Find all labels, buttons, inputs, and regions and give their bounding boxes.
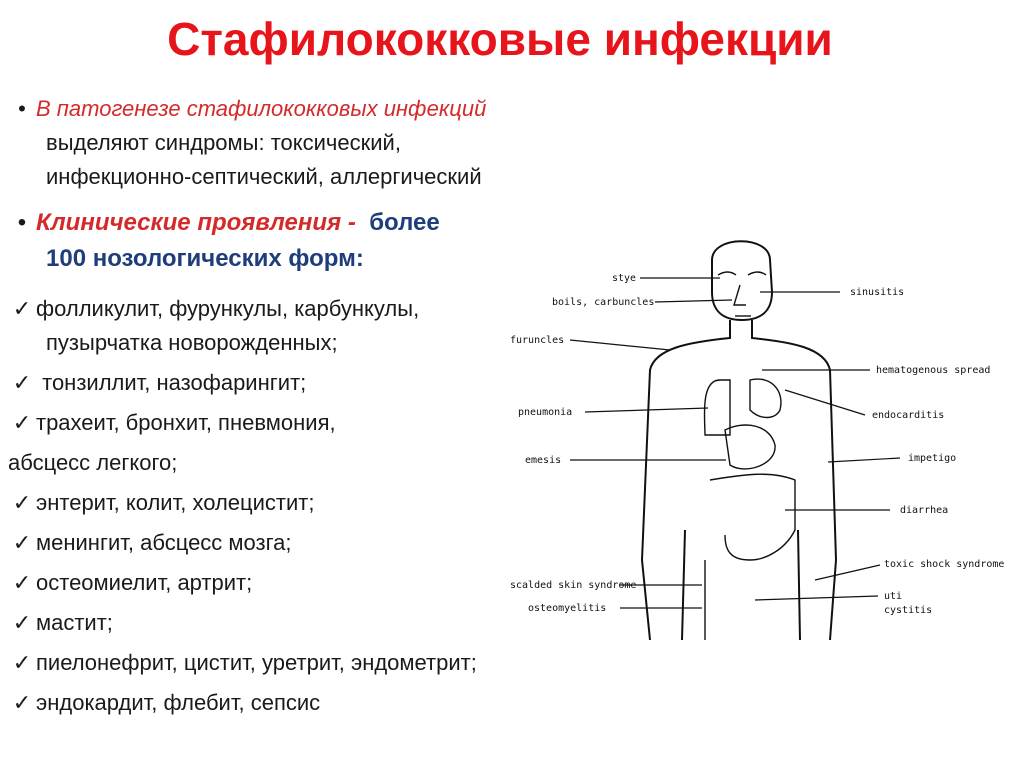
clinical-more: более	[369, 209, 440, 236]
bullet-pathogenesis-line2: выделяют синдромы: токсический,	[46, 130, 401, 155]
bullet-clinical-line1	[8, 208, 440, 238]
lung-left	[704, 380, 730, 435]
label-emesis: emesis	[525, 455, 562, 466]
label-osteomyelitis: osteomyelitis	[528, 603, 607, 614]
bullet-pathogenesis-line1	[8, 94, 486, 124]
label-impetigo: impetigo	[908, 453, 957, 464]
label-sinusitis: sinusitis	[850, 287, 905, 298]
label-furuncles: furuncles	[510, 335, 565, 346]
checkmark-icon: ✓	[12, 296, 32, 321]
label-cystitis: cystitis	[884, 605, 933, 616]
check-item: ✓ энтерит, колит, холецистит;	[8, 488, 314, 518]
stomach	[725, 425, 775, 469]
check-item: ✓ остеомиелит, артрит;	[8, 568, 252, 598]
eye-right	[748, 272, 766, 275]
nose	[734, 285, 746, 305]
label-uti: uti	[884, 591, 903, 602]
label-hematogenous: hematogenous spread	[876, 365, 991, 376]
checkmark-icon: ✓	[12, 650, 32, 675]
check-item: ✓ фолликулит, фурункулы, карбункулы,	[8, 294, 419, 324]
clinical-forms: 100 нозологических форм:	[46, 245, 364, 272]
bullet-dot: •	[18, 96, 26, 121]
check-item: ✓ тонзиллит, назофарингит;	[8, 368, 306, 398]
checkmark-icon: ✓	[12, 610, 32, 635]
body-infection-diagram	[480, 230, 1020, 650]
bullet-pathogenesis-line3: инфекционно-септический, аллергический	[46, 164, 482, 189]
organs	[704, 272, 795, 640]
checkmark-icon: ✓	[12, 530, 32, 555]
checkmark-icon: ✓	[12, 690, 32, 715]
heart	[750, 379, 781, 417]
label-toxic-shock: toxic shock syndrome	[884, 559, 1005, 570]
intestine	[710, 474, 795, 560]
pointer-lines	[570, 278, 903, 608]
label-boils: boils, carbuncles	[552, 297, 655, 308]
checkmark-icon: ✓	[12, 370, 32, 395]
checkmark-icon: ✓	[12, 570, 32, 595]
eye-left	[718, 272, 736, 275]
check-item: ✓ менингит, абсцесс мозга;	[8, 528, 292, 558]
check-item: ✓ эндокардит, флебит, сепсис	[8, 688, 320, 718]
label-diarrhea: diarrhea	[900, 505, 949, 516]
label-stye: stye	[612, 273, 637, 284]
check-item-plain: абсцесс легкого;	[8, 450, 178, 475]
check-item: ✓ трахеит, бронхит, пневмония,	[8, 408, 336, 438]
label-pneumonia: pneumonia	[518, 407, 573, 418]
label-endocarditis: endocarditis	[872, 410, 945, 421]
check-item-cont: пузырчатка новорожденных;	[46, 330, 338, 355]
page-title: Стафилококковые инфекции	[167, 13, 833, 65]
check-item: ✓ пиелонефрит, цистит, уретрит, эндометрит;	[8, 648, 477, 678]
bullet-dot: •	[17, 209, 27, 236]
label-scalded-skin: scalded skin syndrome	[510, 580, 637, 591]
checkmark-icon: ✓	[12, 490, 32, 515]
checkmark-icon: ✓	[12, 410, 32, 435]
check-item: ✓ мастит;	[8, 608, 113, 638]
pathogenesis-intro: В патогенезе стафилококковых инфекций	[36, 96, 487, 121]
clinical-label: Клинические проявления -	[36, 209, 356, 236]
